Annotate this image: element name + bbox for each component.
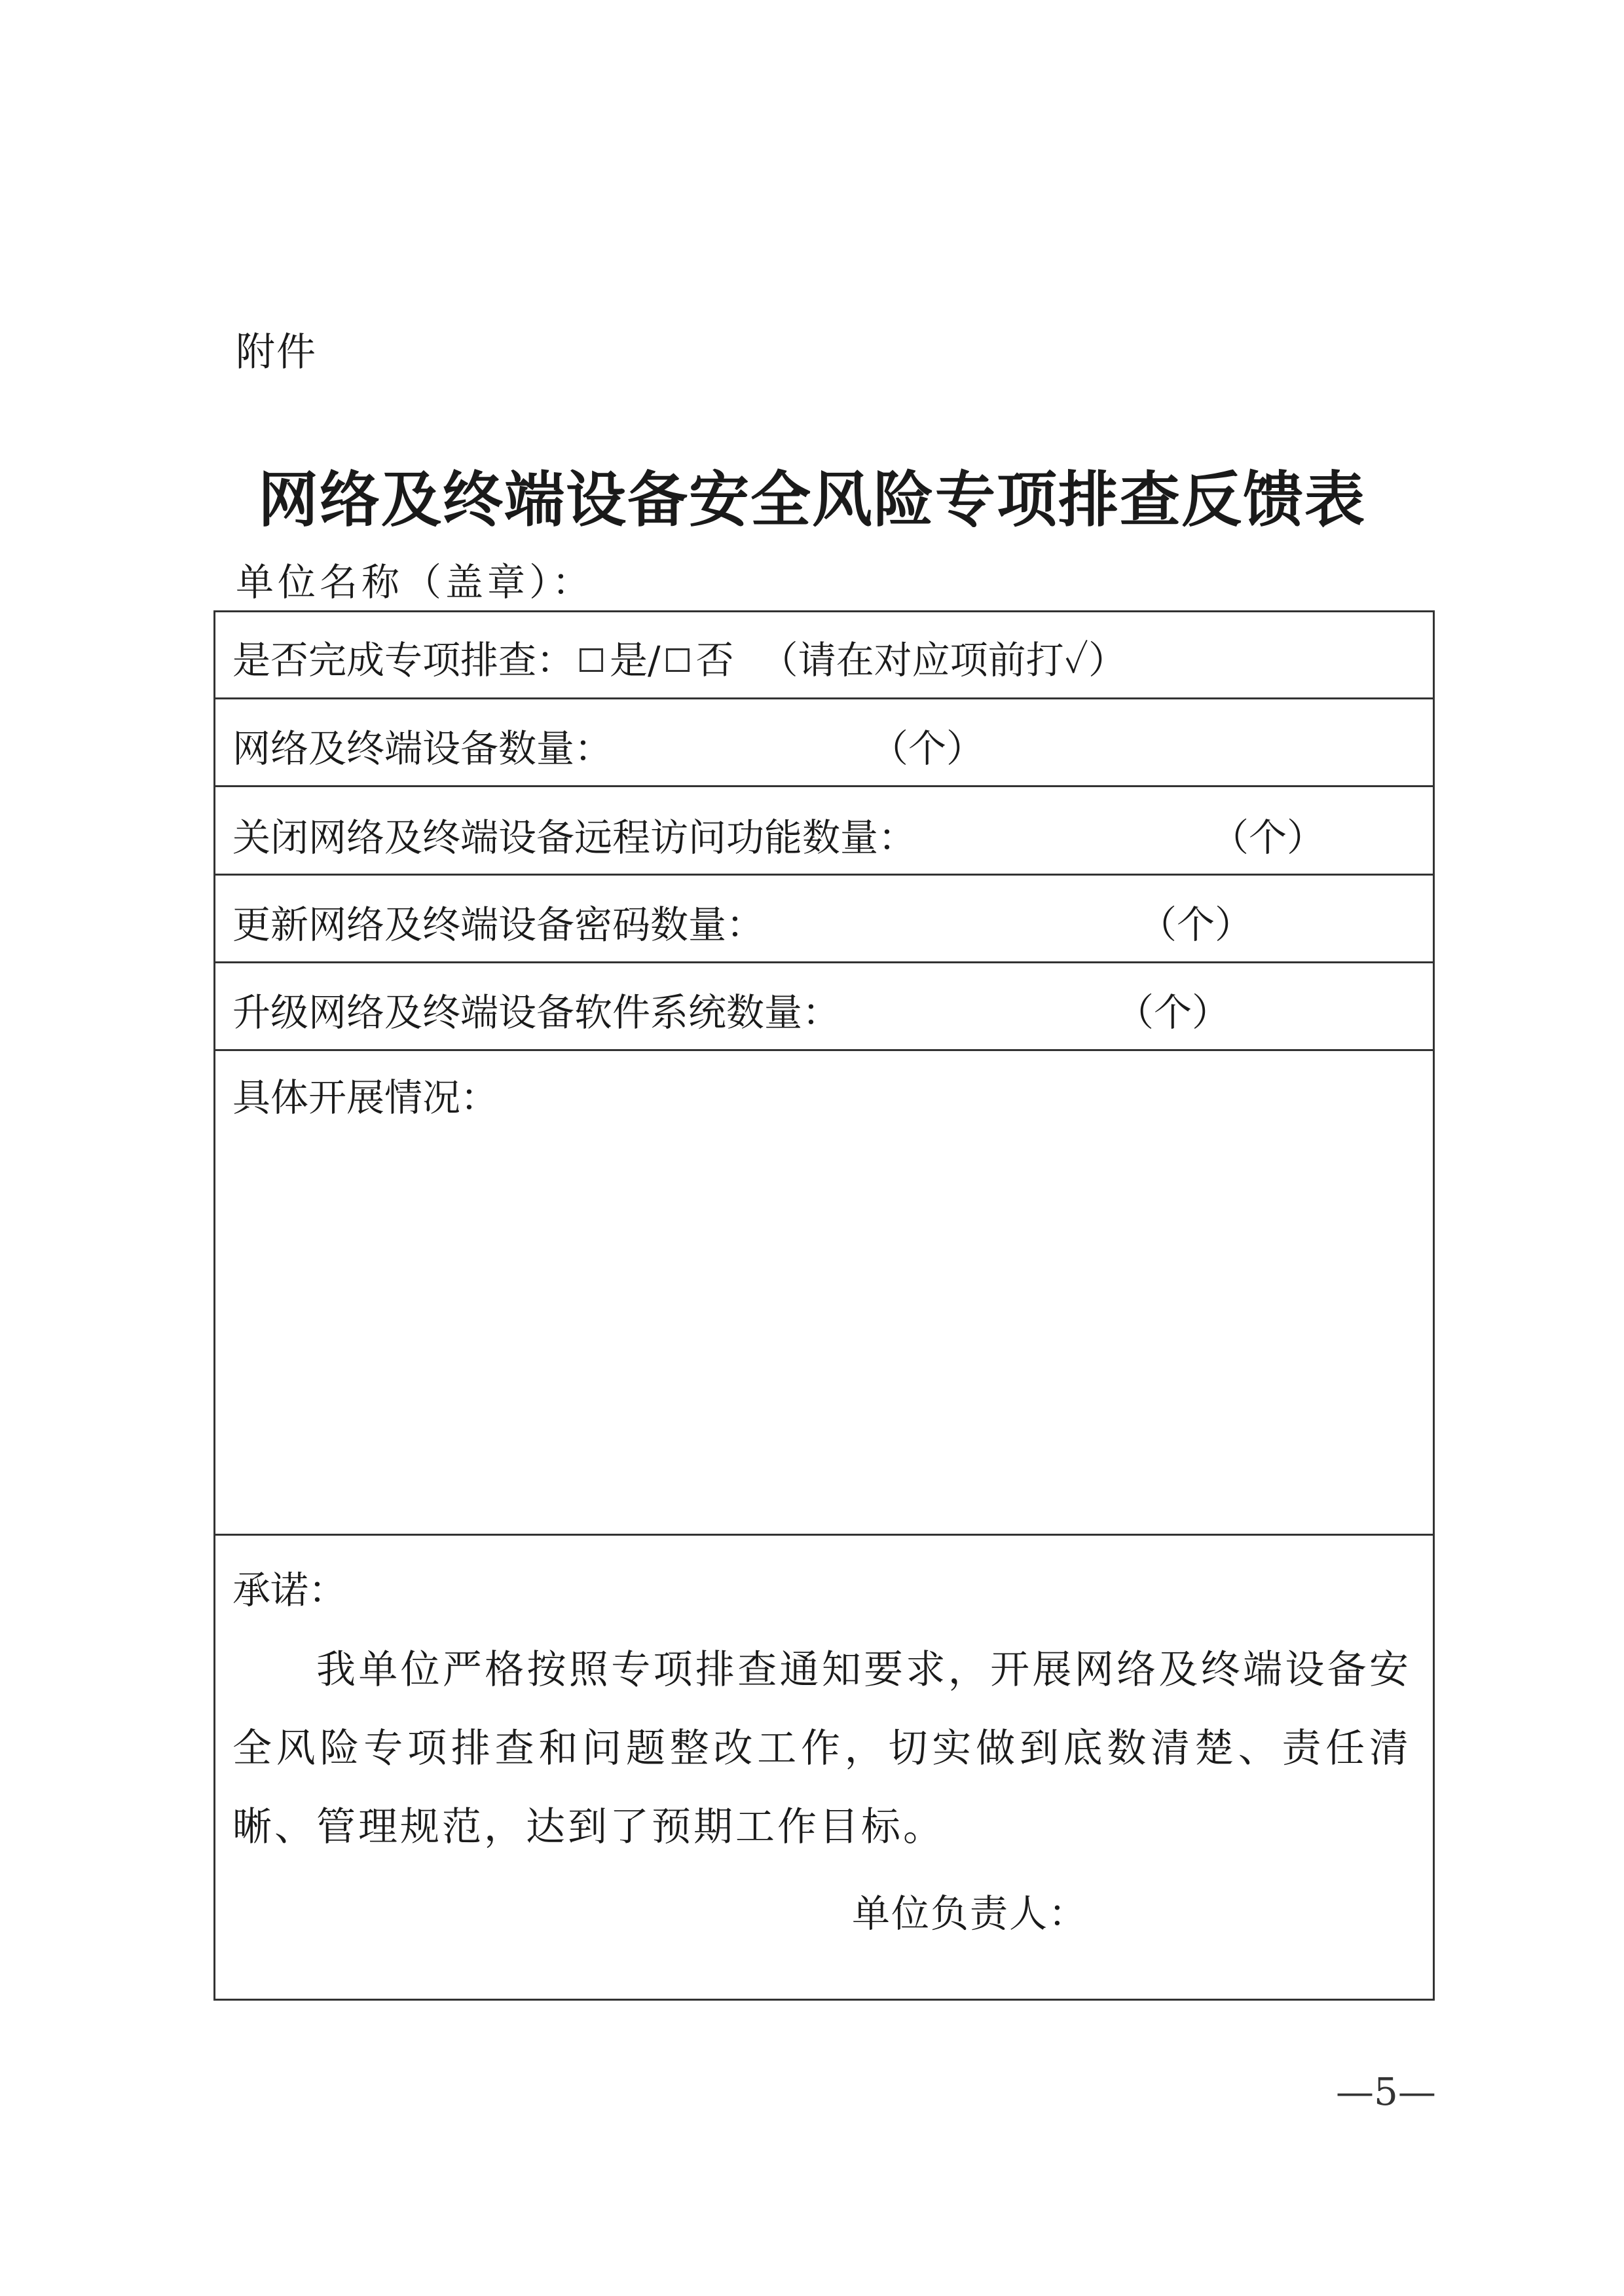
details-row[interactable] [215,1051,1433,1536]
checkbox-no[interactable] [666,648,690,672]
completion-question-line [232,629,1126,684]
device-count-label: 网络及终端设备数量： [232,726,613,771]
software-upgraded-label: 升级网络及终端设备软件系统数量： [232,990,841,1035]
completion-question: 是否完成专项排查： [232,638,575,682]
feedback-form-table [213,610,1435,2001]
page-number: —5— [1336,2069,1436,2114]
password-updated-row [215,876,1433,963]
completion-hint: （请在对应项前打✓） [760,638,1126,682]
responsible-person-label: 单位负责人： [852,1891,1088,1936]
software-upgraded-unit: （个） [1116,990,1230,1035]
attachment-label: 附件 [236,329,317,375]
software-upgraded-row [215,963,1433,1051]
checkbox-yes[interactable] [580,648,603,672]
details-label: 具体开展情况： [232,1075,499,1120]
remote-disabled-row [215,787,1433,876]
completion-row [215,612,1433,699]
remote-disabled-unit: （个） [1211,815,1325,860]
password-updated-unit: （个） [1139,902,1253,947]
unit-name-label: 单位名称（盖章）： [236,560,595,604]
option-yes-label: 是/ [610,638,661,682]
commitment-label: 承诺： [232,1568,347,1612]
option-no-label: 否 [695,638,734,682]
password-updated-label: 更新网络及终端设备密码数量： [232,902,765,947]
form-title: 网络及终端设备安全风险专项排查反馈表 [257,464,1366,535]
remote-disabled-label: 关闭网络及终端设备远程访问功能数量： [232,815,917,860]
device-count-row [215,699,1433,787]
commitment-row [215,1536,1433,2001]
device-count-unit: （个） [870,726,985,771]
commitment-text: 我单位严格按照专项排查通知要求，开展网络及终端设备安全风险专项排查和问题整改工作，切实做到底数清楚、责任清晰、管理规范，达到了预期工作目标。 [232,1647,1411,1850]
